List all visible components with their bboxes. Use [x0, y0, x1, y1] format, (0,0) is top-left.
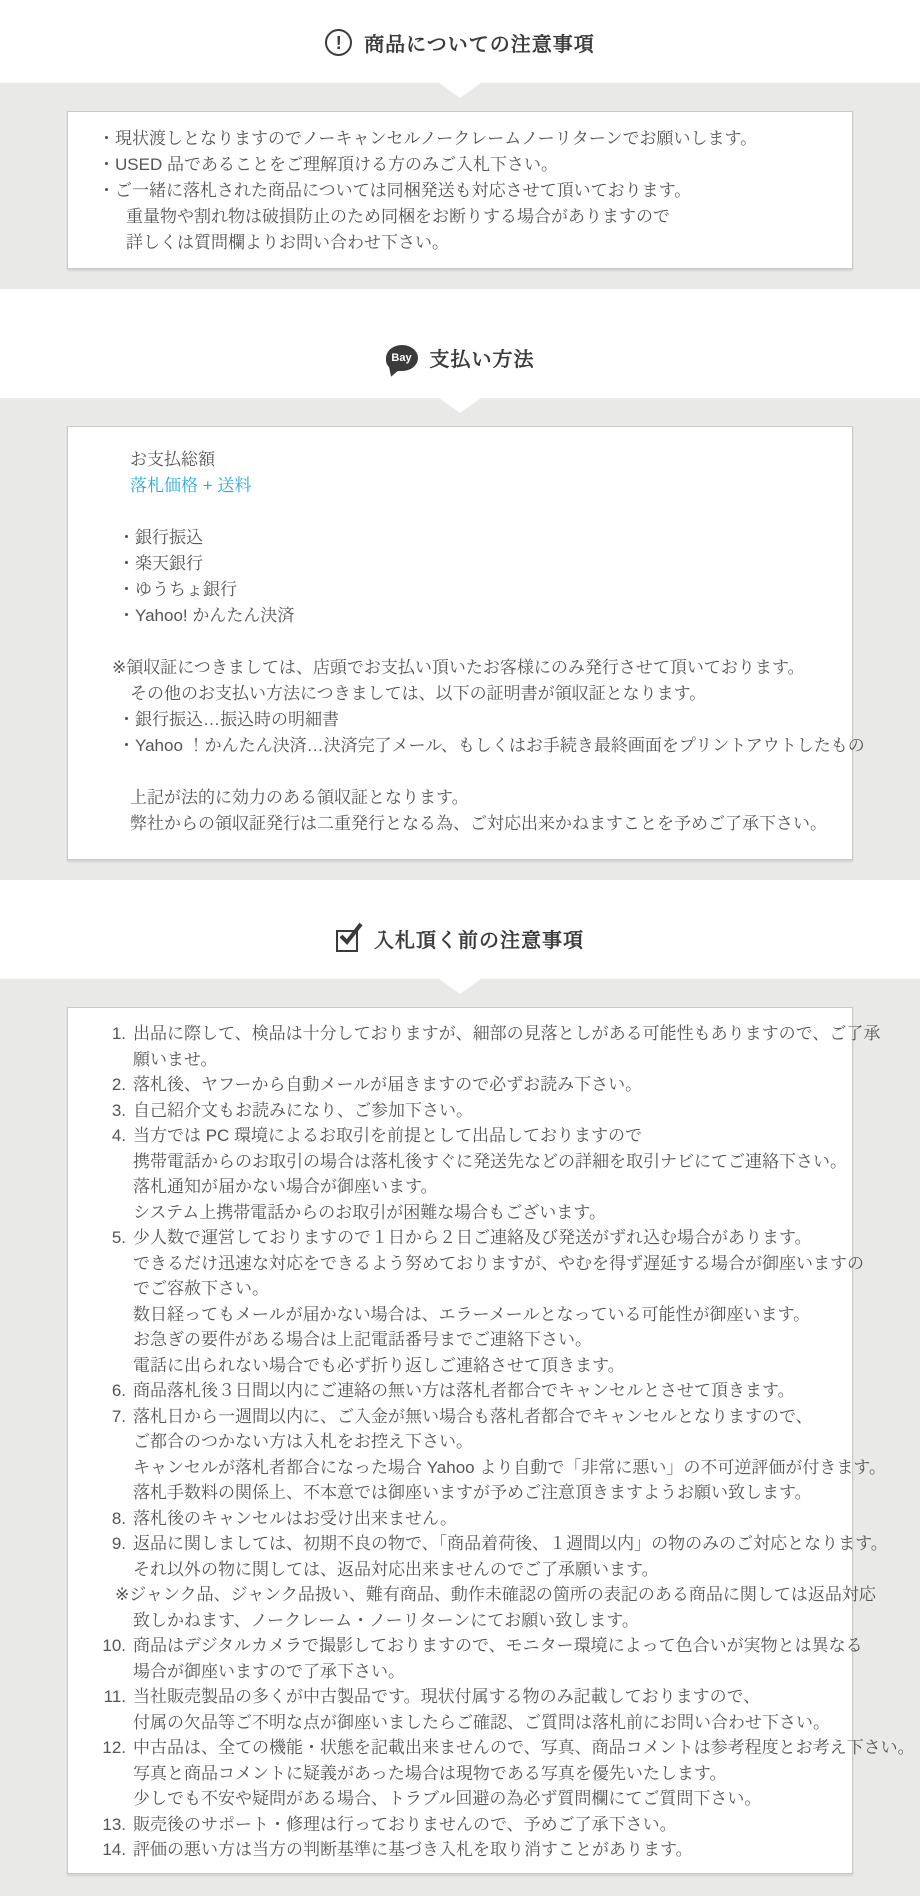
list-item-number: [96, 1786, 126, 1812]
notch-pointer: [439, 398, 481, 413]
section-title: 商品についての注意事項: [364, 34, 595, 56]
list-item-text: 商品はデジタルカメラで撮影しておりますので、モニター環境によって色合いが実物とは異なる: [133, 1636, 863, 1655]
checkbox-checked-icon: [336, 926, 362, 952]
text-line: [98, 499, 822, 525]
list-item: [96, 1149, 847, 1175]
list-item-number: [96, 1047, 126, 1073]
list-item: [96, 1378, 824, 1404]
list-item-text: ※ジャンク品、ジャンク品扱い、難有商品、動作未確認の箇所の表記のある商品に関しては返品対応: [115, 1585, 876, 1604]
list-item: [96, 1251, 864, 1277]
list-item: [96, 1276, 824, 1302]
list-item-text: 自己紹介文もお読みになり、ご参加下さい。: [133, 1100, 473, 1120]
list-item: [96, 1506, 824, 1532]
list-item: [96, 1429, 824, 1455]
text-line: お支払総額: [130, 450, 215, 469]
list-item-number: 6.: [111, 1381, 126, 1400]
list-item: [96, 1200, 824, 1226]
section-band: [0, 83, 920, 289]
list-item-number: [96, 1455, 126, 1481]
section-header: [0, 0, 920, 83]
text-line: 詳しくは質問欄よりお問い合わせ下さい。: [126, 233, 449, 252]
list-item: [96, 1480, 824, 1506]
list-item-text: 落札後、ヤフーから自動メールが届きますので必ずお読み下さい。: [133, 1075, 643, 1094]
pre-bid-notes-box: [67, 1007, 915, 1874]
text-line: 重量物や割れ物は破損防止のため同梱をお断りする場合がありますので: [126, 207, 670, 226]
list-item-text: 少人数で運営しておりますので１日から２日ご連絡及び発送がずれ込む場合があります。: [133, 1228, 812, 1247]
text-line: ※領収証につきましては、店頭でお支払い頂いたお客様にのみ発行させて頂いております。: [112, 658, 805, 677]
text-line: ・現状渡しとなりますのでノーキャンセルノークレームノーリターンでお願いします。: [98, 129, 758, 148]
list-item: [96, 1072, 824, 1098]
notch-pointer: [439, 979, 481, 994]
list-item: [96, 1659, 824, 1685]
list-item-text: 返品に関しましては、初期不良の物で、「商品着荷後、１週間以内」の物のみのご対応となります。: [133, 1534, 888, 1553]
list-item-number: 14.: [102, 1840, 126, 1859]
list-item-number: [96, 1251, 126, 1277]
list-item-number: [96, 1353, 126, 1379]
list-item: [96, 1047, 824, 1073]
list-item: [96, 1123, 824, 1149]
bay-speech-bubble-icon: Bay: [386, 345, 418, 371]
list-item-text: 落札通知が届かない場合が御座います。: [133, 1177, 438, 1196]
section-header: [0, 289, 920, 398]
list-item-text: 出品に際して、検品は十分しておりますが、細部の見落としがある可能性もありますので、ご了承: [133, 1024, 881, 1043]
list-item: [96, 1353, 824, 1379]
list-item-text: できるだけ迅速な対応をできるよう努めておりますが、やむを得ず遅延する場合が御座いますの: [133, 1253, 864, 1273]
list-item: [96, 1684, 824, 1710]
list-item: [96, 1404, 824, 1430]
list-item-text: 場合が御座いますので了承下さい。: [133, 1661, 405, 1681]
list-item: [96, 1633, 863, 1659]
list-item: [96, 1582, 876, 1608]
text-line: 弊社からの領収証発行は二重発行となる為、ご対応出来かねますことを予めご了承下さい。: [130, 814, 827, 833]
list-item: [96, 1225, 824, 1251]
list-item-number: [96, 1149, 126, 1175]
list-item: [96, 1812, 824, 1838]
list-item-text: 販売後のサポート・修理は行っておりませんので、予めご了承下さい。: [133, 1814, 677, 1834]
list-item-text: 携帯電話からのお取引の場合は落札後すぐに発送先などの詳細を取引ナビにてご連絡下さい。: [133, 1151, 847, 1171]
list-item-number: [96, 1659, 126, 1685]
list-item-number: 11.: [103, 1687, 126, 1706]
list-item: [96, 1837, 824, 1863]
list-item-number: [96, 1761, 126, 1787]
list-item: [96, 1531, 888, 1557]
list-item-number: [96, 1480, 126, 1506]
list-item-number: 4.: [111, 1126, 126, 1145]
list-item-number: [96, 1608, 126, 1634]
list-item-text: ご都合のつかない方は入札をお控え下さい。: [133, 1432, 473, 1451]
text-line: ・銀行振込…振込時の明細書: [118, 710, 339, 729]
list-item: [96, 1786, 824, 1812]
text-line: ・ご一緒に落札された商品については同梱発送も対応させて頂いております。: [98, 181, 692, 200]
list-item-text: システム上携帯電話からのお取引が困難な場合もございます。: [133, 1202, 606, 1222]
exclamation-circle-icon: !: [325, 29, 352, 56]
list-item-number: 10.: [102, 1636, 126, 1655]
text-line: 落札価格 + 送料: [130, 476, 252, 495]
text-line: ・ゆうちょ銀行: [118, 580, 237, 599]
list-item-number: [96, 1276, 126, 1302]
list-item-text: 少しでも不安や疑問がある場合、トラブル回避の為必ず質問欄にてご質問下さい。: [133, 1789, 762, 1808]
notch-pointer: [439, 83, 481, 98]
list-item-number: 1.: [111, 1024, 126, 1043]
list-item: [96, 1174, 824, 1200]
item-notes-box: [67, 111, 853, 269]
list-item-number: 3.: [111, 1100, 126, 1120]
list-item-number: [96, 1429, 126, 1455]
list-item-number: 9.: [111, 1534, 126, 1553]
list-item: [96, 1327, 824, 1353]
list-item: [96, 1608, 824, 1634]
list-item: [96, 1557, 824, 1583]
list-item: [96, 1735, 915, 1761]
section-title: 入札頂く前の注意事項: [374, 930, 584, 952]
list-item-text: 電話に出られない場合でも必ず折り返しご連絡させて頂きます。: [133, 1355, 625, 1375]
list-item: [96, 1761, 824, 1787]
list-item-text: 数日経ってもメールが届かない場合は、エラーメールとなっている可能性が御座います。: [133, 1304, 811, 1324]
list-item-number: [96, 1200, 126, 1226]
list-item-number: [96, 1557, 126, 1583]
list-item: [96, 1021, 881, 1047]
list-item: [96, 1098, 824, 1124]
list-item-text: 落札手数料の関係上、不本意では御座いますが予めご注意頂きますようお願い致します。: [133, 1483, 812, 1502]
list-item-text: 写真と商品コメントに疑義があった場合は現物である写真を優先いたします。: [133, 1763, 727, 1783]
list-item-text: 付属の欠品等ご不明な点が御座いましたらご確認、ご質問は落札前にお問い合わせ下さい。: [133, 1712, 830, 1732]
list-item-text: 当方では PC 環境によるお取引を前提として出品しておりますので: [133, 1126, 643, 1145]
list-item: [96, 1710, 830, 1736]
list-item-number: 13.: [102, 1814, 126, 1834]
list-item-number: [96, 1174, 126, 1200]
section-payment: [0, 289, 920, 880]
list-item-number: 8.: [111, 1508, 126, 1528]
text-line: ・楽天銀行: [118, 554, 203, 573]
list-item-number: 7.: [111, 1406, 126, 1426]
text-line: ・銀行振込: [118, 528, 203, 547]
list-item-text: お急ぎの要件がある場合は上記電話番号までご連絡下さい。: [133, 1330, 592, 1349]
list-item-text: 商品落札後３日間以内にご連絡の無い方は落札者都合でキャンセルとさせて頂きます。: [133, 1381, 795, 1400]
list-item-number: [96, 1710, 126, 1736]
list-item-text: 落札後のキャンセルはお受け出来ません。: [133, 1508, 458, 1528]
text-line: [98, 759, 822, 785]
list-item-number: 5.: [111, 1228, 126, 1247]
text-line: [98, 629, 822, 655]
list-item-text: 当社販売製品の多くが中古製品です。現状付属する物のみ記載しておりますので、: [133, 1687, 761, 1706]
list-item-text: でご容赦下さい。: [133, 1279, 269, 1298]
text-line: ・USED 品であることをご理解頂ける方のみご入札下さい。: [98, 155, 558, 174]
list-item-text: キャンセルが落札者都合になった場合 Yahoo より自動で「非常に悪い」の不可逆評価が付きます。: [133, 1457, 886, 1477]
list-item: [96, 1302, 824, 1328]
section-band: [0, 979, 920, 1896]
list-item-number: [96, 1302, 126, 1328]
list-item-text: 評価の悪い方は当方の判断基準に基づき入札を取り消すことがあります。: [133, 1840, 693, 1859]
payment-box: [67, 426, 865, 860]
text-line: ・Yahoo ！かんたん決済…決済完了メール、もしくはお手続き最終画面をプリントアウトしたもの: [118, 736, 865, 755]
list-item-text: 致しかねます、ノークレーム・ノーリターンにてお願い致します。: [133, 1610, 639, 1630]
list-item-number: 2.: [111, 1075, 126, 1094]
list-item: [96, 1455, 886, 1481]
section-title: 支払い方法: [429, 349, 535, 371]
section-header: [0, 880, 920, 979]
list-item-text: 願いませ。: [133, 1049, 218, 1069]
section-pre-bid-notes: [0, 880, 920, 1896]
list-item-text: それ以外の物に関しては、返品対応出来ませんのでご了承願います。: [133, 1559, 659, 1579]
list-item-text: 中古品は、全ての機能・状態を記載出来ませんので、写真、商品コメントは参考程度とお考え下さい。: [133, 1738, 915, 1757]
list-item-number: [96, 1327, 126, 1353]
list-item-number: 12.: [102, 1738, 126, 1757]
text-line: ・Yahoo! かんたん決済: [118, 606, 295, 625]
section-item-notes: [0, 0, 920, 289]
section-band: [0, 398, 920, 880]
text-line: その他のお支払い方法につきましては、以下の証明書が領収証となります。: [130, 684, 707, 703]
text-line: 上記が法的に効力のある領収証となります。: [130, 788, 469, 807]
list-item-text: 落札日から一週間以内に、ご入金が無い場合も落札者都合でキャンセルとなりますので、: [133, 1406, 813, 1426]
